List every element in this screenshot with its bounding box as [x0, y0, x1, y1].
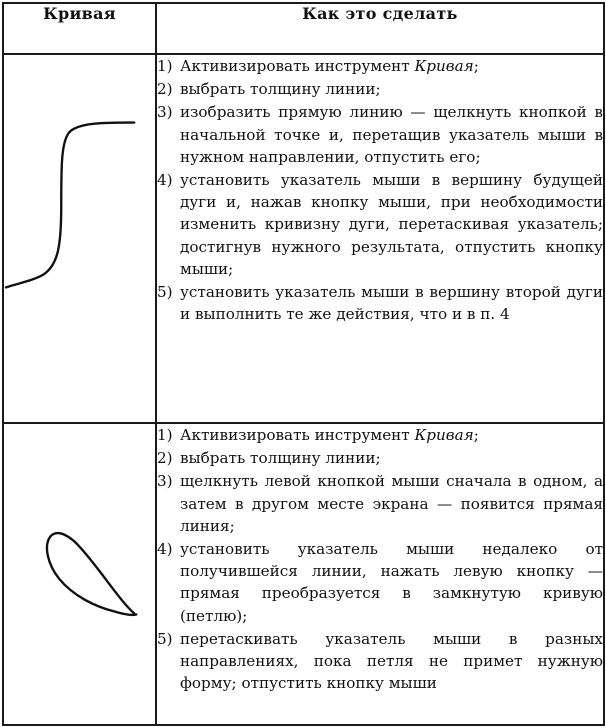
- steps-list: [157, 424, 603, 694]
- step-text: Активизировать инструмент Кривая;: [180, 57, 479, 75]
- list-item: [157, 424, 603, 446]
- step-number: 4): [157, 171, 173, 190]
- tool-name: Кривая: [414, 57, 474, 75]
- table-row: [3, 54, 604, 423]
- list-item: [157, 628, 603, 695]
- steps-cell: [156, 423, 604, 725]
- curves-table: [2, 2, 605, 726]
- list-item: [157, 447, 603, 469]
- list-item: [157, 169, 603, 280]
- step-text: Активизировать инструмент Кривая;: [180, 426, 479, 444]
- step-text: выбрать толщину линии;: [180, 449, 381, 468]
- list-item: [157, 470, 603, 537]
- step-number: 4): [157, 540, 173, 559]
- step-text: щелкнуть левой кнопкой мыши сначала в одном, а затем в другом месте экрана — появится прямая линия;: [180, 472, 603, 535]
- step-number: 2): [157, 449, 173, 468]
- step-number: 5): [157, 629, 173, 648]
- step-number: 3): [157, 472, 173, 491]
- steps-list: [157, 55, 603, 325]
- steps-cell: [156, 54, 604, 423]
- header-row: [3, 3, 604, 54]
- list-item: [157, 538, 603, 627]
- figure-cell: [3, 423, 156, 725]
- header-curve: Кривая: [3, 3, 156, 54]
- step-number: 2): [157, 80, 173, 99]
- step-number: 1): [157, 57, 173, 75]
- step-text: установить указатель мыши недалеко от получившейся линии, нажать левую кнопку — прямая преобразуется в замкнутую кривую (петлю);: [180, 540, 603, 625]
- step-number: 5): [157, 283, 173, 302]
- list-item: [157, 78, 603, 100]
- step-number: 1): [157, 426, 173, 444]
- step-text: перетаскивать указатель мыши в разных направлениях, пока петля не примет нужную форму; отпустить кнопку мыши: [180, 629, 603, 693]
- figure-cell: [3, 54, 156, 423]
- table-row: [3, 423, 604, 725]
- step-text: установить указатель мыши в вершину будущей дуги и, нажав кнопку мыши, при необходимости изменить кривизну дуги, перетаскивая указатель; достигнув нужного результата, отпустить кнопку мыши;: [180, 171, 603, 278]
- step-text: выбрать толщину линии;: [180, 80, 381, 99]
- closed-loop-drawing-icon: [4, 424, 155, 724]
- step-number: 3): [157, 103, 173, 122]
- step-text: изобразить прямую линию — щелкнуть кнопкой в начальной точке и, перетащив указатель мыши в нужном направлении, отпустить его;: [180, 103, 603, 166]
- list-item: [157, 55, 603, 77]
- tool-name: Кривая: [414, 426, 474, 444]
- step-text: установить указатель мыши в вершину второй дуги и выполнить те же действия, что и в п. 4: [180, 283, 603, 324]
- s-curve-drawing-icon: [4, 55, 155, 422]
- header-how-to: Как это сделать: [156, 3, 604, 54]
- list-item: [157, 281, 603, 325]
- list-item: [157, 101, 603, 168]
